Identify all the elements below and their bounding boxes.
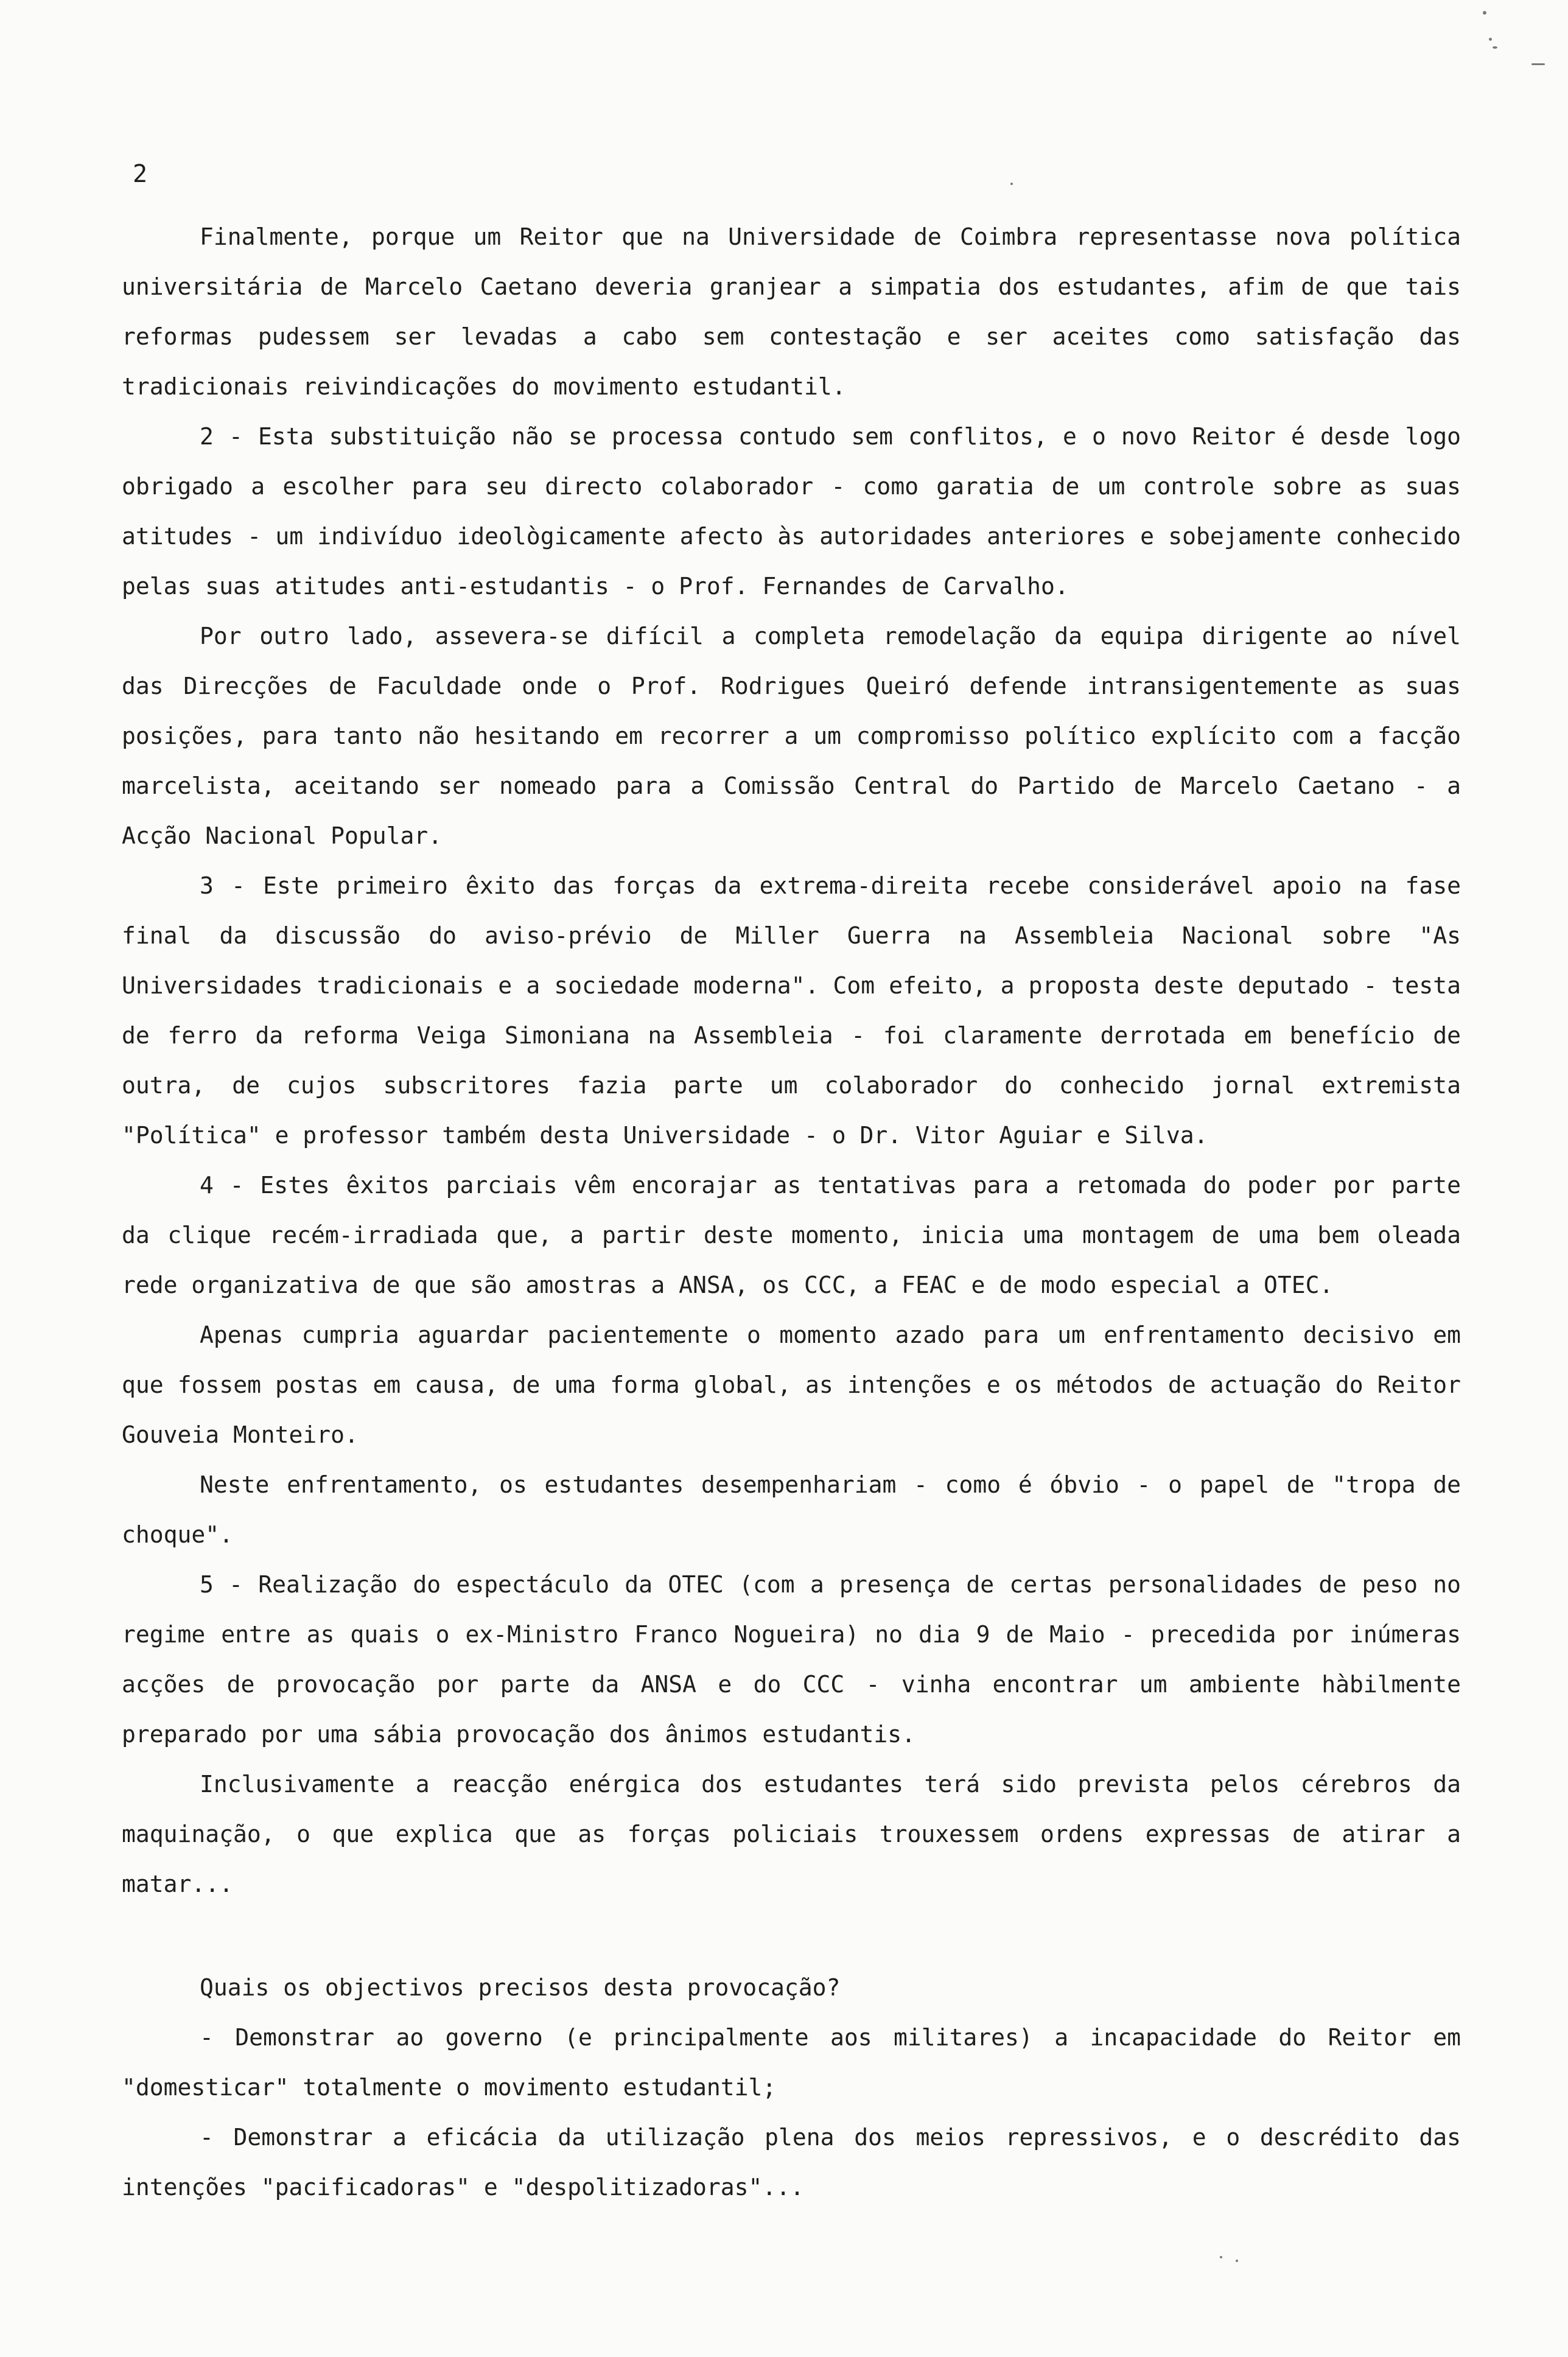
objective-item: - Demonstrar a eficácia da utilização plena dos meios repressivos, e o descrédito das intenções "pacificadoras" e "despolitizadoras"...	[122, 2124, 1461, 2201]
document-body	[122, 212, 1461, 2212]
paragraph-point-3: 3 - Este primeiro êxito das forças da extrema-direita recebe considerável apoio na fase final da discussão do aviso-prévio de Miller Guerra na Assembleia Nacional sobre "As Universidades tradicionais e a sociedade moderna". Com efeito, a proposta deste deputado - testa de ferro da reforma Veiga Simoniana na Assembleia - foi claramente derrotada em benefício de outra, de cujos subscritores fazia parte um colaborador do conhecido jornal extremista "Política" e professor também desta Universidade - o Dr. Vitor Aguiar e Silva.	[122, 872, 1461, 1149]
page-number: 2	[133, 160, 148, 188]
scan-speck	[1493, 46, 1497, 49]
scan-speck	[1489, 38, 1492, 41]
paragraph-point-4: 4 - Estes êxitos parciais vêm encorajar as tentativas para a retomada do poder por parte da clique recém-irradiada que, a partir deste momento, inicia uma montagem de uma bem oleada rede organizativa de que são amostras a ANSA, os CCC, a FEAC e de modo especial a OTEC.	[122, 1172, 1461, 1298]
scan-speck	[1531, 63, 1545, 65]
scan-speck	[1236, 2260, 1238, 2262]
question-heading: Quais os objectivos precisos desta provocação?	[200, 1974, 841, 2001]
paragraph-point-5: 5 - Realização do espectáculo da OTEC (com a presença de certas personalidades de peso no regime entre as quais o ex-Ministro Franco Nogueira) no dia 9 de Maio - precedida por inúmeras acções de provocação por parte da ANSA e do CCC - vinha encontrar um ambiente hàbilmente preparado por uma sábia provocação dos ânimos estudantis.	[122, 1571, 1461, 1748]
paragraph-intro: Finalmente, porque um Reitor que na Universidade de Coimbra representasse nova política universitária de Marcelo Caetano deveria granjear a simpatia dos estudantes, afim de que tais reformas pudessem ser levadas a cabo sem contestação e ser aceites como satisfação das tradicionais reivindicações do movimento estudantil.	[122, 223, 1461, 400]
scan-speck	[1220, 2256, 1222, 2258]
paragraph-direccoes: Por outro lado, assevera-se difícil a completa remodelação da equipa dirigente ao nível das Direcções de Faculdade onde o Prof. Rodrigues Queiró defende intransigentemente as suas posições, para tanto não hesitando em recorrer a um compromisso político explícito com a facção marcelista, aceitando ser nomeado para a Comissão Central do Partido de Marcelo Caetano - a Acção Nacional Popular.	[122, 623, 1461, 849]
paragraph-tropa-de-choque: Neste enfrentamento, os estudantes desempenhariam - como é óbvio - o papel de "tropa de choque".	[122, 1471, 1461, 1548]
section-gap	[122, 1909, 1461, 1963]
paragraph-point-2: 2 - Esta substituição não se processa contudo sem conflitos, e o novo Reitor é desde logo obrigado a escolher para seu directo colaborador - como garatia de um controle sobre as suas atitudes - um indivíduo ideològicamente afecto às autoridades anteriores e sobejamente conhecido pelas suas atitudes anti-estudantis - o Prof. Fernandes de Carvalho.	[122, 423, 1461, 600]
paragraph-reaccao: Inclusivamente a reacção enérgica dos estudantes terá sido prevista pelos cérebros da maquinação, o que explica que as forças policiais trouxessem ordens expressas de atirar a matar...	[122, 1771, 1461, 1897]
scan-speck	[1010, 183, 1013, 185]
objective-item: - Demonstrar ao governo (e principalmente aos militares) a incapacidade do Reitor em "domesticar" totalmente o movimento estudantil;	[122, 2024, 1461, 2101]
scan-speck	[1483, 11, 1486, 15]
paragraph-enfrentamento-decisivo: Apenas cumpria aguardar pacientemente o momento azado para um enfrentamento decisivo em que fossem postas em causa, de uma forma global, as intenções e os métodos de actuação do Reitor Gouveia Monteiro.	[122, 1322, 1461, 1448]
